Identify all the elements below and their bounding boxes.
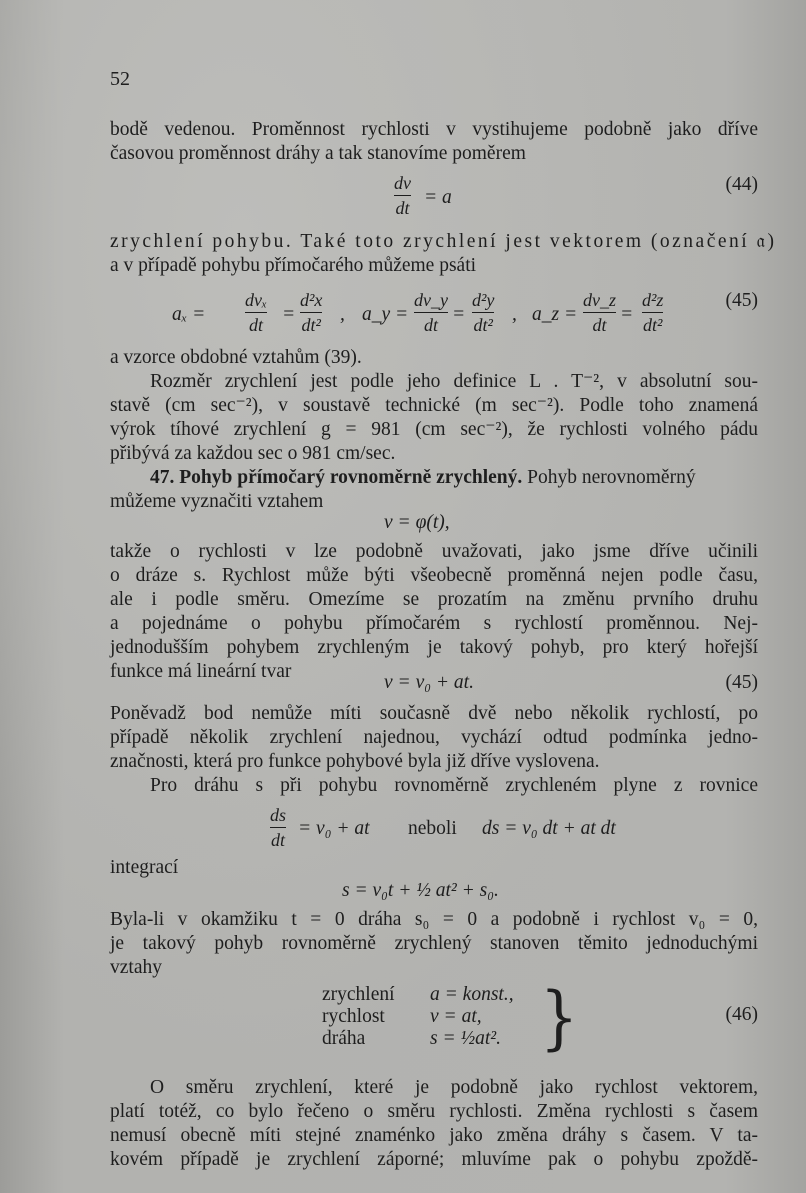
text-line: bodě vedenou. Proměnnost rychlosti v vystihujeme podobně jako dříve: [110, 119, 758, 140]
fraction: [472, 289, 494, 336]
text-line: integrací: [110, 857, 179, 878]
text-line: o dráze s. Rychlost může býti všeobecně proměnná nejen podle času,: [110, 565, 758, 586]
equation: v = φ(t),: [384, 512, 450, 533]
denominator: dt²: [643, 315, 663, 335]
fraction: [583, 289, 616, 336]
equation: v = v₀ + at.: [384, 672, 474, 693]
numerator: dv: [394, 173, 411, 193]
text-line: přibývá za každou sec o 981 cm/sec.: [110, 443, 396, 464]
equation-lhs: a_y =: [362, 304, 409, 325]
text-line: a pojednáme o pohybu přímočarém s rychlostí proměnnou. Nej-: [110, 613, 758, 634]
comma: ,: [340, 304, 345, 325]
equation-rhs: ds = v₀ dt + at dt: [482, 818, 616, 839]
text-line: Byla-li v okamžiku t = 0 dráha s₀ = 0 a podobně i rychlost v₀ = 0,: [110, 909, 758, 930]
numerator: dvₓ: [245, 290, 268, 310]
numerator: d²z: [642, 290, 664, 310]
equation-lhs: aₓ =: [172, 304, 206, 325]
numerator: dv_z: [583, 290, 616, 310]
equation-lhs: a_z =: [532, 304, 578, 325]
system-row-label: zrychlení: [322, 984, 395, 1005]
text-fragment: Pohyb nerovnoměrný: [522, 467, 696, 488]
text-line: časovou proměnnost dráhy a tak stanovíme poměrem: [110, 143, 526, 164]
equals-sign: =: [452, 304, 466, 325]
equals-sign: =: [620, 304, 634, 325]
text-line: funkce má lineární tvar: [110, 661, 292, 682]
text-line: je takový pohyb rovnoměrně zrychlený stanoven těmito jednoduchými: [110, 933, 758, 954]
numerator: d²y: [472, 290, 495, 310]
section-heading-line: [150, 466, 758, 490]
system-row-label: dráha: [322, 1028, 366, 1049]
equation: s = v₀t + ½ at² + s₀.: [342, 880, 499, 901]
text-line: případě několik zrychlení najednou, vychází odtud podmínka jedno-: [110, 727, 758, 748]
text-line: platí totéž, co bylo řečeno o směru rychlosti. Změna rychlosti s časem: [110, 1101, 758, 1122]
fraction: [414, 289, 448, 336]
fraction-bar: [245, 312, 267, 313]
denominator: dt: [249, 315, 264, 335]
denominator: dt: [271, 830, 286, 850]
denominator: dt²: [473, 315, 493, 335]
text-line: takže o rychlosti v lze podobně uvažovati, jako jsme dříve učinili: [110, 541, 758, 562]
text-line: a vzorce obdobné vztahům (39).: [110, 347, 362, 368]
numerator: dv_y: [414, 290, 448, 310]
text-line: nemusí obecně míti stejné znaménko jako změna dráhy s časem. V ta-: [110, 1125, 758, 1146]
denominator: dt: [423, 315, 438, 335]
equation-number: (45): [725, 672, 758, 693]
fraction: [270, 804, 286, 851]
numerator: d²x: [300, 290, 323, 310]
denominator: dt: [395, 198, 410, 218]
equation-number: (46): [725, 1004, 758, 1025]
numerator: ds: [270, 805, 287, 825]
fraction-bar: [414, 312, 448, 313]
text-line: zrychlení pohybu. Také toto zrychlení jest vektorem (označení 𝔞): [110, 231, 777, 252]
text-line: ale i podle směru. Omezíme se prozatím na změnu prvního druhu: [110, 589, 758, 610]
fraction-bar: [642, 312, 663, 313]
denominator: dt: [592, 315, 607, 335]
system-row-expr: a = konst.,: [430, 984, 514, 1005]
text-line: stavě (cm sec⁻²), v soustavě technické (m sec⁻²). Podle toho znamená: [110, 395, 758, 416]
text-line: značnosti, která pro funkce pohybové byla již dříve vyslovena.: [110, 751, 600, 772]
section-heading: 47. Pohyb přímočarý rovnoměrně zrychlený.: [150, 467, 523, 488]
text-line: jednodušším pohybem zrychleným je takový pohyb, pro který hořejší: [110, 637, 758, 658]
fraction: [245, 289, 267, 336]
text-line: Pro dráhu s při pohybu rovnoměrně zrychleném plyne z rovnice: [150, 775, 758, 796]
fraction: [642, 289, 663, 336]
text-line: a v případě pohybu přímočarého můžeme psáti: [110, 255, 477, 276]
text-line: kovém případě je zrychlení záporné; mluvíme pak o pohybu zpoždě-: [110, 1149, 758, 1170]
denominator: dt²: [301, 315, 321, 335]
text-line: Rozměr zrychlení jest podle jeho definice L . T⁻², v absolutní sou-: [150, 371, 758, 392]
fraction-bar: [472, 312, 494, 313]
text-line: výrok tíhové zrychlení g = 981 (cm sec⁻²), že rychlosti volného pádu: [110, 419, 758, 440]
text-line: O směru zrychlení, které je podobně jako rychlost vektorem,: [150, 1077, 758, 1098]
right-brace: }: [540, 977, 579, 1059]
fraction: [300, 289, 322, 336]
equation-number: (44): [725, 174, 758, 195]
fraction-bar: [394, 195, 411, 196]
equation-number: (45): [725, 290, 758, 311]
comma: ,: [512, 304, 517, 325]
equation-rhs: = a: [424, 187, 452, 208]
equation-rhs: = v₀ + at: [298, 818, 370, 839]
system-row-label: rychlost: [322, 1006, 385, 1027]
equals-sign: =: [282, 304, 296, 325]
text-line: můžeme vyznačiti vztahem: [110, 491, 324, 512]
page-number: 52: [110, 68, 130, 90]
system-row-expr: s = ½at².: [430, 1028, 502, 1049]
text-line: vztahy: [110, 957, 162, 978]
fraction-bar: [300, 312, 322, 313]
text-line: Poněvadž bod nemůže míti současně dvě nebo několik rychlostí, po: [110, 703, 758, 724]
fraction-bar: [270, 827, 286, 828]
fraction: [394, 172, 411, 219]
system-row-expr: v = at,: [430, 1006, 482, 1027]
fraction-bar: [583, 312, 616, 313]
equation-connector: neboli: [408, 818, 457, 839]
